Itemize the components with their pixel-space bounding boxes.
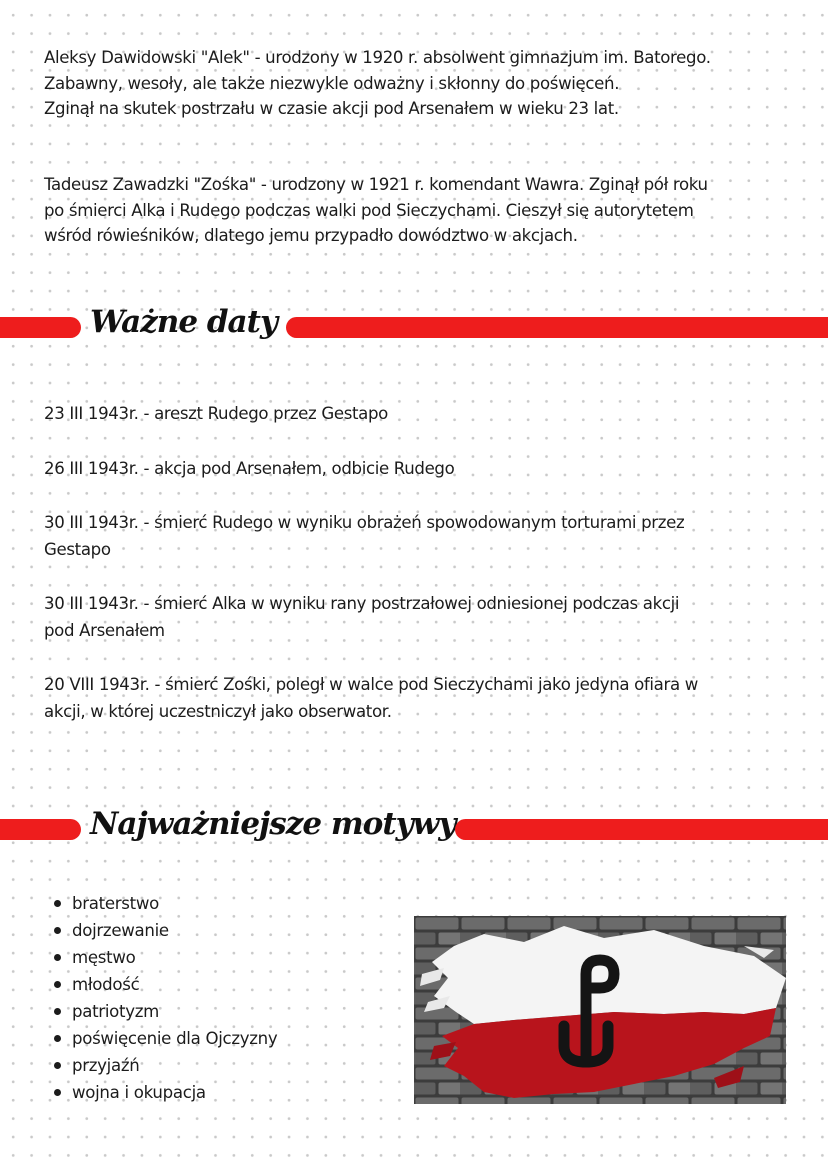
motif-item: patriotyzm [52, 998, 277, 1025]
date-line: akcji, w której uczestniczył jako obserwator. [44, 701, 392, 721]
date-line: 30 III 1943r. - śmierć Alka w wyniku rany postrzałowej odniesionej podczas akcji [44, 594, 680, 613]
bio-zoska [44, 172, 804, 249]
date-line: 23 III 1943r. - areszt Rudego przez Gestapo [44, 404, 388, 423]
bio-line: po śmierci Alka i Rudego podczas walki pod Sieczychami. Cieszył się autorytetem [44, 200, 694, 220]
bio-line: Tadeusz Zawadzki "Zośka" - urodzony w 1921 r. komendant Wawra. Zginął pół roku [44, 175, 708, 194]
red-bar-right [455, 819, 828, 840]
red-bar-left [0, 317, 81, 338]
dates-list [44, 401, 804, 725]
motif-item: braterstwo [52, 890, 277, 917]
date-item [44, 591, 804, 644]
date-item [44, 672, 804, 725]
motif-item: męstwo [52, 944, 277, 971]
date-line: 20 VIII 1943r. - śmierć Zośki, poległ w walce pod Sieczychami jako jedyna ofiara w [44, 675, 698, 694]
date-line: 30 III 1943r. - śmierć Rudego w wyniku obrażeń spowodowanym torturami przez [44, 513, 685, 532]
date-line: 26 III 1943r. - akcja pod Arsenałem, odbicie Rudego [44, 458, 455, 478]
date-item [44, 510, 804, 563]
red-bar-right [286, 317, 828, 338]
date-item [44, 456, 804, 483]
date-item [44, 401, 804, 428]
bio-line: Zginął na skutek postrzału w czasie akcji pod Arsenałem w wieku 23 lat. [44, 99, 619, 118]
polish-flag-kotwica-image [414, 916, 786, 1104]
motif-item: wojna i okupacja [52, 1079, 277, 1106]
bio-alek [44, 45, 804, 122]
section-header-motifs [0, 808, 828, 850]
section-header-dates [0, 306, 828, 348]
section-title-dates: Ważne daty [90, 304, 277, 340]
motif-item: poświęcenie dla Ojczyzny [52, 1025, 277, 1052]
date-line: pod Arsenałem [44, 620, 165, 640]
bio-line: wśród rówieśników, dlatego jemu przypadło dowództwo w akcjach. [44, 226, 578, 245]
motif-item: dojrzewanie [52, 917, 277, 944]
motif-item: przyjaźń [52, 1052, 277, 1079]
section-title-motifs: Najważniejsze motywy [90, 806, 456, 842]
red-bar-left [0, 819, 81, 840]
bio-line: Zabawny, wesoły, ale także niezwykle odważny i skłonny do poświęceń. [44, 73, 620, 93]
date-line: Gestapo [44, 539, 111, 559]
bio-line: Aleksy Dawidowski "Alek" - urodzony w 1920 r. absolwent gimnazjum im. Batorego. [44, 48, 711, 67]
motifs-list [52, 890, 277, 1106]
motif-item: młodość [52, 971, 277, 998]
